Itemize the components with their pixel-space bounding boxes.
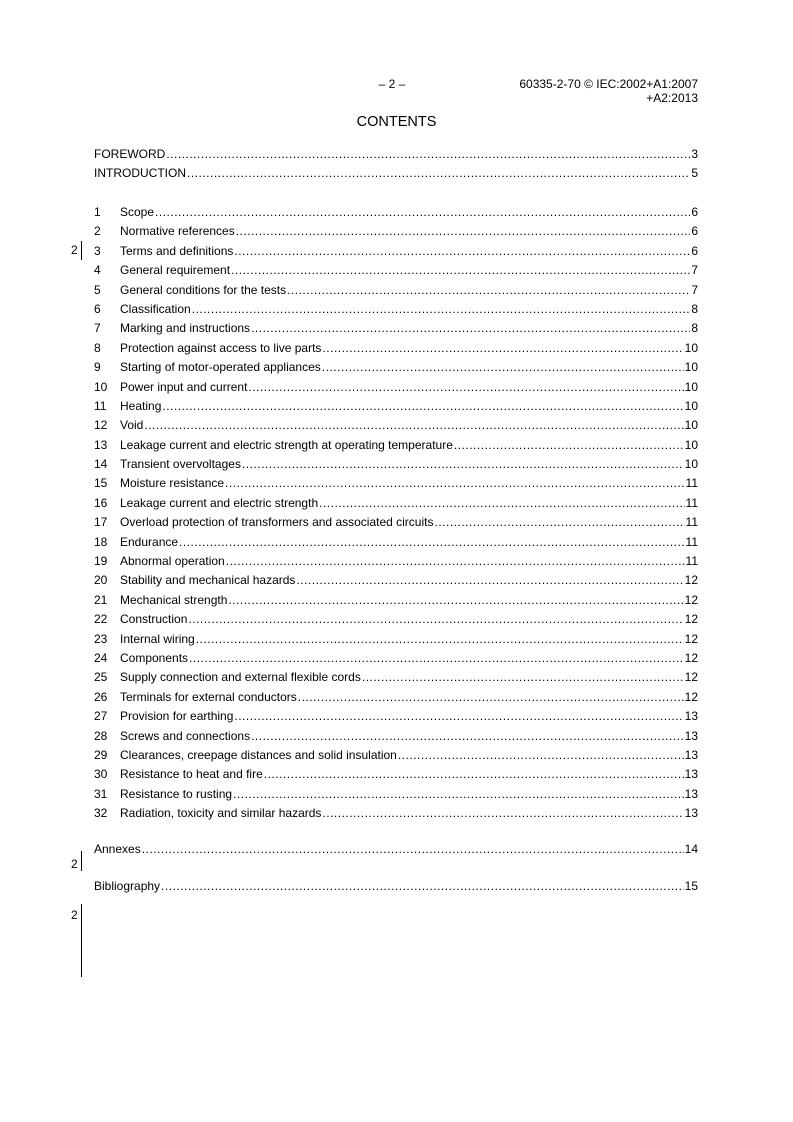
toc-entry-title: General requirement: [120, 263, 231, 278]
dot-leader: [287, 281, 690, 300]
toc-entry-title: General conditions for the tests: [120, 282, 287, 297]
toc-entry-title: Mechanical strength: [120, 592, 228, 607]
toc-entry-page: 11: [685, 515, 698, 530]
toc-entry-title: Construction: [120, 612, 188, 627]
dot-leader: [296, 571, 683, 590]
toc-entry-page: 13: [684, 709, 698, 724]
toc-entry-number: 14: [94, 457, 108, 472]
toc-entry-number: 23: [94, 631, 108, 646]
toc-entry-title: Classification: [120, 301, 191, 316]
toc-entry-page: 12: [684, 592, 698, 607]
toc-entry-title: Heating: [120, 398, 162, 413]
toc-entry-page: 13: [684, 806, 698, 821]
toc-entry-number: 21: [94, 592, 108, 607]
toc-entry-number: 13: [94, 437, 108, 452]
toc-entry-page: 5: [691, 166, 698, 181]
toc-entry-number: 10: [94, 379, 108, 394]
toc-entry-clause-14[interactable]: [94, 455, 698, 474]
dot-leader: [319, 494, 684, 513]
dot-leader: [242, 455, 684, 474]
toc-entry-title: Supply connection and external flexible cords: [120, 670, 361, 685]
dot-leader: [188, 610, 683, 629]
toc-entry-clause-29[interactable]: [94, 746, 698, 765]
toc-entry-title: Radiation, toxicity and similar hazards: [120, 806, 322, 821]
change-bar: [81, 851, 82, 871]
toc-entry-page: 11: [685, 476, 698, 491]
toc-entry-title: Marking and instructions: [120, 321, 251, 336]
toc-entry-page: 12: [684, 631, 698, 646]
toc-entry-number: 25: [94, 670, 108, 685]
toc-entry-page: 12: [684, 650, 698, 665]
toc-entry-title: Provision for earthing: [120, 709, 234, 724]
dot-leader: [161, 877, 684, 896]
dot-leader: [322, 339, 683, 358]
toc-entry-clause-15[interactable]: [94, 474, 698, 493]
toc-entry-clause-32[interactable]: [94, 804, 698, 823]
dot-leader: [251, 319, 690, 338]
toc-entry-page: 10: [684, 437, 698, 452]
toc-entry-page: 6: [691, 205, 698, 219]
toc-entry-title: Annexes: [94, 842, 141, 856]
dot-leader: [162, 397, 683, 416]
toc-entry-clause-16[interactable]: [94, 494, 698, 513]
toc-entry-number: 7: [94, 321, 101, 336]
change-bar: [81, 904, 82, 977]
toc-entry-page: 10: [684, 379, 698, 394]
dot-leader: [179, 533, 684, 552]
dot-leader: [226, 552, 685, 571]
toc-entry-title: Void: [120, 418, 144, 433]
dot-leader: [192, 300, 691, 319]
toc-entry-number: 28: [94, 728, 108, 743]
dot-leader: [196, 630, 684, 649]
toc-entry-page: 3: [691, 147, 698, 161]
toc-entry-clause-8[interactable]: [94, 339, 698, 358]
toc-entry-clause-9[interactable]: [94, 358, 698, 377]
dot-leader: [166, 145, 690, 164]
toc-entry-page: 10: [684, 360, 698, 375]
toc-entry-title: Scope: [120, 205, 155, 219]
dot-leader: [144, 416, 683, 435]
toc-entry-number: 4: [94, 263, 101, 278]
dot-leader: [251, 727, 684, 746]
dot-leader: [322, 358, 684, 377]
toc-entry-clause-21[interactable]: [94, 591, 698, 610]
toc-entry-number: 11: [94, 398, 107, 413]
toc-entry-title: Stability and mechanical hazards: [120, 573, 296, 588]
toc-entry-page: 10: [684, 418, 698, 433]
toc-entry-page: 12: [684, 689, 698, 704]
toc-entry-clause-25[interactable]: [94, 668, 698, 687]
toc-entry-number: 32: [94, 806, 108, 821]
toc-entry-clause-31[interactable]: [94, 785, 698, 804]
toc-entry-page: 12: [684, 573, 698, 588]
toc-entry-foreword[interactable]: [94, 145, 698, 164]
toc-entry-number: 8: [94, 340, 101, 355]
toc-entry-clause-27[interactable]: [94, 707, 698, 726]
toc-entry-page: 7: [691, 263, 698, 278]
toc-entry-clause-18[interactable]: [94, 533, 698, 552]
toc-entry-introduction[interactable]: [94, 164, 698, 183]
toc-entry-title: Endurance: [120, 534, 179, 549]
page-number: – 2 –: [378, 77, 406, 91]
toc-entry-clause-2[interactable]: [94, 222, 698, 241]
toc-entry-page: 11: [685, 534, 698, 549]
toc-entry-clause-30[interactable]: [94, 765, 698, 784]
toc-entry-clause-20[interactable]: [94, 571, 698, 590]
dot-leader: [454, 436, 684, 455]
standard-reference-line2: +A2:2013: [646, 91, 698, 105]
toc-entry-clause-3[interactable]: [94, 242, 698, 261]
dot-leader: [434, 513, 684, 532]
toc-entry-page: 12: [684, 612, 698, 627]
toc-entry-bibliography[interactable]: [94, 877, 698, 896]
toc-entry-title: Leakage current and electric strength: [120, 495, 319, 510]
toc-entry-clause-24[interactable]: [94, 649, 698, 668]
toc-entry-page: 13: [684, 767, 698, 782]
toc-entry-number: 19: [94, 554, 108, 569]
toc-entry-number: 22: [94, 612, 108, 627]
toc-entry-title: Clearances, creepage distances and solid insulation: [120, 747, 397, 762]
toc-entry-page: 10: [684, 340, 698, 355]
dot-leader: [298, 688, 684, 707]
toc-entry-page: 7: [691, 282, 698, 297]
toc-entry-number: 1: [94, 205, 101, 219]
toc-entry-number: 15: [94, 476, 108, 491]
toc-entry-title: Terminals for external conductors: [120, 689, 297, 704]
dot-leader: [234, 707, 683, 726]
toc-entry-page: 10: [684, 398, 698, 413]
front-matter-list: [94, 145, 698, 184]
toc-entry-page: 13: [684, 728, 698, 743]
clause-list: [94, 203, 698, 824]
toc-entry-clause-12[interactable]: [94, 416, 698, 435]
standard-reference-line1: 60335-2-70 © IEC:2002+A1:2007: [519, 77, 698, 91]
toc-entry-number: 31: [94, 786, 108, 801]
toc-entry-clause-6[interactable]: [94, 300, 698, 319]
toc-entry-annexes-wrap: [94, 840, 698, 859]
toc-entry-number: 29: [94, 747, 108, 762]
toc-entry-number: 3: [94, 243, 101, 258]
dot-leader: [187, 164, 690, 183]
dot-leader: [233, 785, 684, 804]
toc-entry-title: Resistance to heat and fire: [120, 767, 263, 782]
toc-entry-title: Overload protection of transformers and associated circuits: [120, 515, 434, 530]
toc-entry-title: Starting of motor-operated appliances: [120, 360, 321, 375]
toc-entry-page: 14: [684, 842, 698, 856]
toc-entry-number: 24: [94, 650, 108, 665]
toc-entry-number: 2: [94, 224, 101, 239]
dot-leader: [225, 474, 684, 493]
toc-entry-clause-19[interactable]: [94, 552, 698, 571]
toc-entry-title: FOREWORD: [94, 147, 166, 161]
toc-entry-page: 12: [684, 670, 698, 685]
toc-entry-page: 13: [684, 786, 698, 801]
toc-entry-title: Transient overvoltages: [120, 457, 241, 472]
toc-entry-title: Terms and definitions: [120, 243, 234, 258]
toc-entry-clause-22[interactable]: [94, 610, 698, 629]
toc-entry-title: Abnormal operation: [120, 554, 225, 569]
toc-entry-page: 11: [685, 495, 698, 510]
dot-leader: [398, 746, 684, 765]
toc-entry-number: 16: [94, 495, 108, 510]
dot-leader: [236, 222, 691, 241]
toc-entry-title: Components: [120, 650, 189, 665]
toc-entry-page: 10: [684, 457, 698, 472]
toc-entry-title: Internal wiring: [120, 631, 195, 646]
change-mark-number: 2: [71, 908, 78, 922]
toc-entry-clause-1[interactable]: [94, 203, 698, 222]
toc-entry-number: 27: [94, 709, 108, 724]
toc-entry-number: 26: [94, 689, 108, 704]
toc-entry-clause-23[interactable]: [94, 630, 698, 649]
toc-entry-number: 30: [94, 767, 108, 782]
toc-entry-title: Screws and connections: [120, 728, 251, 743]
change-mark-number: 2: [71, 857, 78, 871]
toc-entry-page: 8: [691, 321, 698, 336]
toc-entry-bibliography-wrap: [94, 877, 698, 896]
dot-leader: [142, 840, 684, 859]
toc-entry-number: 6: [94, 301, 101, 316]
toc-entry-clause-28[interactable]: [94, 727, 698, 746]
standard-reference: [519, 77, 698, 105]
dot-leader: [231, 261, 690, 280]
toc-entry-number: 9: [94, 360, 101, 375]
dot-leader: [362, 668, 684, 687]
toc-entry-page: 6: [691, 224, 698, 239]
toc-entry-page: 6: [691, 243, 698, 258]
dot-leader: [234, 242, 690, 261]
dot-leader: [322, 804, 683, 823]
toc-entry-number: 18: [94, 534, 108, 549]
toc-entry-clause-4[interactable]: [94, 261, 698, 280]
toc-entry-clause-5[interactable]: [94, 281, 698, 300]
toc-entry-clause-11[interactable]: [94, 397, 698, 416]
dot-leader: [189, 649, 684, 668]
toc-entry-clause-26[interactable]: [94, 688, 698, 707]
toc-entry-page: 8: [691, 301, 698, 316]
toc-entry-title: Power input and current: [120, 379, 248, 394]
toc-entry-title: INTRODUCTION: [94, 166, 186, 181]
toc-entry-number: 5: [94, 282, 101, 297]
toc-entry-clause-17[interactable]: [94, 513, 698, 532]
toc-entry-clause-7[interactable]: [94, 319, 698, 338]
toc-entry-page: 13: [684, 747, 698, 762]
toc-entry-page: 15: [684, 879, 698, 893]
dot-leader: [228, 591, 683, 610]
toc-entry-title: Protection against access to live parts: [120, 340, 322, 355]
dot-leader: [155, 203, 690, 222]
toc-entry-title: Moisture resistance: [120, 476, 225, 491]
toc-entry-title: Leakage current and electric strength at operating temperature: [120, 437, 453, 452]
contents-title: CONTENTS: [356, 114, 437, 130]
toc-entry-number: 17: [94, 515, 108, 530]
toc-entry-number: 20: [94, 573, 108, 588]
dot-leader: [248, 378, 683, 397]
change-mark-number: 2: [71, 243, 78, 257]
toc-entry-title: Resistance to rusting: [120, 786, 233, 801]
dot-leader: [264, 765, 684, 784]
toc-entry-page: 11: [685, 554, 698, 569]
toc-entry-annexes[interactable]: [94, 840, 698, 859]
toc-entry-clause-13[interactable]: [94, 436, 698, 455]
toc-entry-title: Bibliography: [94, 879, 161, 893]
toc-entry-clause-10[interactable]: [94, 378, 698, 397]
toc-entry-number: 12: [94, 418, 108, 433]
change-bar: [81, 241, 82, 260]
toc-entry-title: Normative references: [120, 224, 235, 239]
